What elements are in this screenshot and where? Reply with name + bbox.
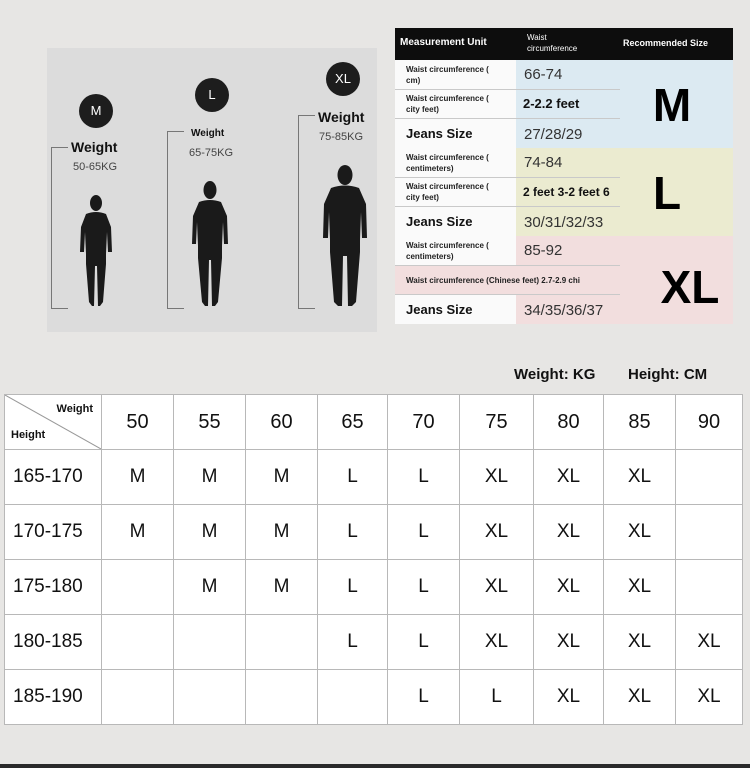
size-cell: XL bbox=[604, 615, 676, 670]
m-row2-label: Waist circumference ( city feet) bbox=[406, 94, 489, 114]
size-badge-l: L bbox=[195, 78, 229, 112]
weight-label-m: Weight bbox=[71, 139, 118, 155]
weight-label-l: Weight bbox=[191, 128, 225, 139]
table-row bbox=[5, 670, 743, 725]
corner-weight-label: Weight bbox=[56, 403, 93, 415]
xl-jeans-label: Jeans Size bbox=[406, 302, 473, 317]
size-cell: M bbox=[174, 505, 246, 560]
height-row-header: 180-185 bbox=[5, 615, 102, 670]
size-cell: XL bbox=[534, 505, 604, 560]
grid-corner-cell bbox=[5, 395, 102, 450]
size-cell: XL bbox=[460, 560, 534, 615]
size-cell: XL bbox=[676, 615, 743, 670]
weight-label-xl: Weight bbox=[318, 109, 365, 125]
l-row1-value: 74-84 bbox=[524, 154, 563, 171]
size-cell: XL bbox=[534, 450, 604, 505]
size-cell bbox=[246, 670, 318, 725]
xl-jeans-value: 34/35/36/37 bbox=[524, 302, 604, 319]
recommended-size-l: L bbox=[652, 167, 682, 219]
size-cell bbox=[102, 560, 174, 615]
weight-col-header: 75 bbox=[460, 395, 534, 450]
size-cell bbox=[676, 560, 743, 615]
size-group-m bbox=[395, 60, 733, 148]
size-cell: XL bbox=[604, 450, 676, 505]
height-row-header: 170-175 bbox=[5, 505, 102, 560]
height-row-header: 165-170 bbox=[5, 450, 102, 505]
l-row2-label: Waist circumference ( city feet) bbox=[406, 182, 489, 202]
size-cell bbox=[102, 615, 174, 670]
height-bracket-xl bbox=[298, 115, 315, 309]
header-measurement-unit: Measurement Unit bbox=[400, 37, 487, 48]
height-row-header: 175-180 bbox=[5, 560, 102, 615]
size-cell: M bbox=[102, 505, 174, 560]
weight-col-header: 80 bbox=[534, 395, 604, 450]
l-row1-label: Waist circumference ( centimeters) bbox=[406, 153, 489, 173]
size-cell: L bbox=[388, 505, 460, 560]
bottom-divider bbox=[0, 764, 750, 768]
weight-col-header: 65 bbox=[318, 395, 388, 450]
size-cell bbox=[676, 505, 743, 560]
size-cell: L bbox=[388, 670, 460, 725]
xl-row2-label: Waist circumference (Chinese feet) 2.7-2.9 chi bbox=[406, 276, 580, 285]
size-cell: XL bbox=[604, 670, 676, 725]
size-cell: XL bbox=[534, 670, 604, 725]
size-badge-m: M bbox=[79, 94, 113, 128]
size-cell: L bbox=[318, 450, 388, 505]
m-row1-value: 66-74 bbox=[524, 66, 563, 83]
size-cell: M bbox=[246, 450, 318, 505]
weight-range-l: 65-75KG bbox=[189, 147, 234, 159]
size-cell: XL bbox=[604, 505, 676, 560]
weight-range-xl: 75-85KG bbox=[319, 131, 364, 143]
size-cell: L bbox=[388, 450, 460, 505]
measurement-table bbox=[395, 28, 733, 324]
size-cell: L bbox=[318, 505, 388, 560]
table-row bbox=[5, 505, 743, 560]
size-cell: M bbox=[174, 560, 246, 615]
l-row2-value: 2 feet 3-2 feet 6 bbox=[523, 185, 610, 199]
m-row2-value: 2-2.2 feet bbox=[523, 96, 580, 111]
size-cell: XL bbox=[534, 615, 604, 670]
size-cell: XL bbox=[534, 560, 604, 615]
size-cell: M bbox=[102, 450, 174, 505]
size-cell: XL bbox=[604, 560, 676, 615]
size-cell: M bbox=[174, 450, 246, 505]
grid-header-row bbox=[5, 395, 743, 450]
height-bracket-m bbox=[51, 147, 68, 309]
xl-row1-value: 85-92 bbox=[524, 242, 563, 259]
table-row bbox=[5, 450, 743, 505]
height-unit-label: Height: CM bbox=[628, 366, 708, 383]
weight-col-header: 50 bbox=[102, 395, 174, 450]
size-cell: XL bbox=[460, 505, 534, 560]
height-row-header: 185-190 bbox=[5, 670, 102, 725]
header-recommended-size: Recommended Size bbox=[623, 38, 709, 48]
size-chart-grid bbox=[4, 394, 743, 725]
size-badge-xl: XL bbox=[326, 62, 360, 96]
size-cell: L bbox=[318, 615, 388, 670]
size-cell: L bbox=[388, 560, 460, 615]
weight-col-header: 60 bbox=[246, 395, 318, 450]
size-cell: L bbox=[318, 560, 388, 615]
size-cell: L bbox=[460, 670, 534, 725]
size-cell bbox=[246, 615, 318, 670]
size-cell: XL bbox=[676, 670, 743, 725]
weight-col-header: 85 bbox=[604, 395, 676, 450]
weight-col-header: 55 bbox=[174, 395, 246, 450]
person-silhouette-m-icon bbox=[76, 194, 116, 308]
size-cell bbox=[676, 450, 743, 505]
weight-col-header: 70 bbox=[388, 395, 460, 450]
measurement-header bbox=[395, 28, 733, 60]
size-cell bbox=[174, 615, 246, 670]
height-bracket-l bbox=[167, 131, 184, 309]
weight-col-header: 90 bbox=[676, 395, 743, 450]
weight-unit-label: Weight: KG bbox=[514, 366, 596, 383]
person-silhouette-l-icon bbox=[188, 180, 232, 308]
recommended-size-xl: XL bbox=[660, 261, 720, 313]
corner-height-label: Height bbox=[11, 429, 46, 441]
xl-row1-label: Waist circumference ( centimeters) bbox=[406, 241, 489, 261]
recommended-size-m: M bbox=[652, 79, 692, 131]
size-group-l bbox=[395, 148, 733, 236]
size-cell: M bbox=[246, 505, 318, 560]
l-jeans-value: 30/31/32/33 bbox=[524, 214, 604, 231]
weight-range-m: 50-65KG bbox=[73, 161, 118, 173]
header-waist-circumference: Waist circumference bbox=[527, 33, 578, 53]
m-jeans-label: Jeans Size bbox=[406, 126, 473, 141]
size-cell bbox=[102, 670, 174, 725]
person-silhouette-xl-icon bbox=[320, 164, 370, 308]
table-row bbox=[5, 560, 743, 615]
size-cell: XL bbox=[460, 450, 534, 505]
size-cell bbox=[318, 670, 388, 725]
m-jeans-value: 27/28/29 bbox=[524, 126, 583, 143]
l-jeans-label: Jeans Size bbox=[406, 214, 473, 229]
size-group-xl bbox=[395, 236, 733, 324]
size-cell bbox=[174, 670, 246, 725]
m-row1-label: Waist circumference ( cm) bbox=[406, 65, 489, 85]
table-row bbox=[5, 615, 743, 670]
size-cell: XL bbox=[460, 615, 534, 670]
size-cell: L bbox=[388, 615, 460, 670]
size-cell: M bbox=[246, 560, 318, 615]
